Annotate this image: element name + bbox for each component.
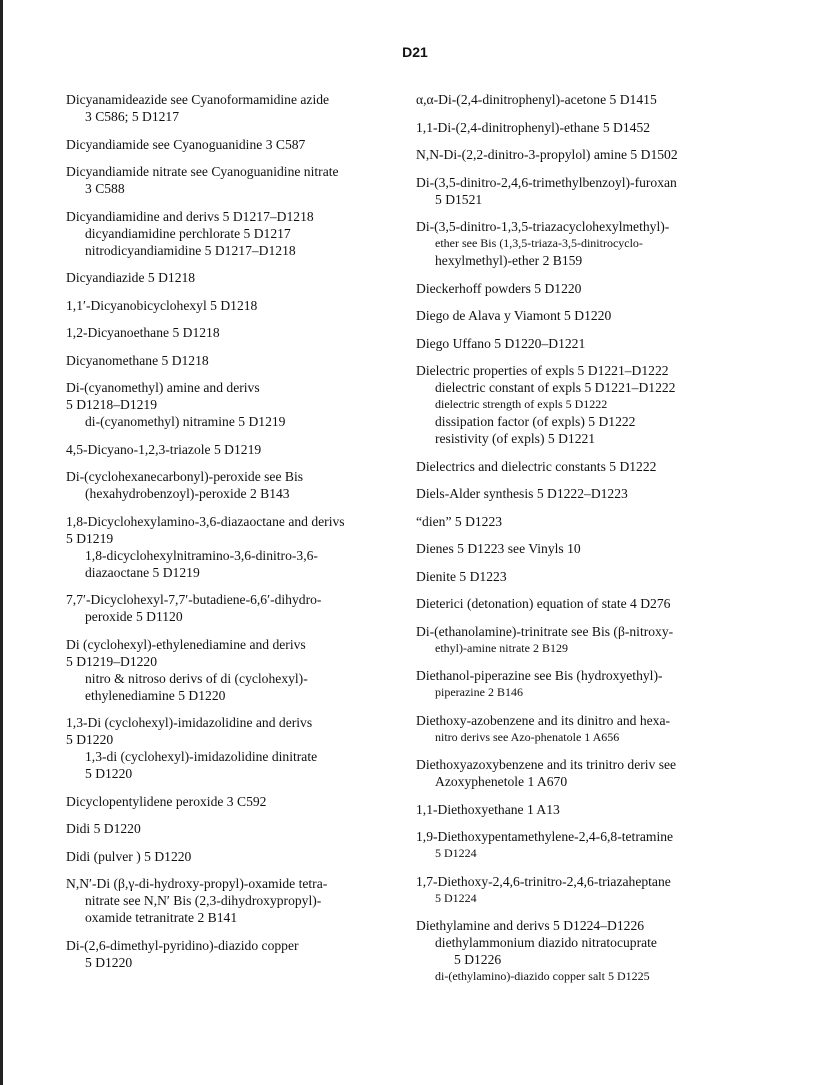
page-header: D21 [402,44,428,60]
index-entry-line: Diethoxyazoxybenzene and its trinitro deriv see [416,757,677,772]
index-entry [66,636,426,704]
index-column-left [66,91,426,981]
index-entry [66,91,426,125]
index-entry-line: 5 D1521 [435,191,483,207]
index-entry-line: 5 D1226 [454,952,502,967]
index-entry-line: 1,8-Dicyclohexylamino-3,6-diazaoctane and derivs [66,513,345,529]
index-entry [416,712,776,746]
index-entry [66,793,426,810]
index-entry [66,468,426,502]
index-entry-line: nitro derivs see Azo-phenatole 1 A656 [435,729,620,744]
index-entry-line: 1,1-Di-(2,4-dinitrophenyl)-ethane 5 D1452 [416,119,651,135]
index-entry-line: ethylenediamine 5 D1220 [85,687,226,703]
index-entry-line: Didi (pulver ) 5 D1220 [66,848,192,864]
index-entry-line: Diego Uffano 5 D1220–D1221 [416,335,586,351]
index-entry-line: N,N-Di-(2,2-dinitro-3-propylol) amine 5 D1502 [416,147,678,162]
index-entry-line: 1,3-Di (cyclohexyl)-imidazolidine and derivs [66,715,313,730]
index-entry-line: nitro & nitroso derivs of di (cyclohexyl)- [85,670,308,686]
index-entry [416,146,776,163]
index-entry-line: Di (cyclohexyl)-ethylenediamine and derivs [66,636,306,652]
index-entry [416,335,776,352]
index-entry-line: ethyl)-amine nitrate 2 B129 [435,640,568,655]
index-entry-line: 3 C586; 5 D1217 [85,109,180,124]
index-entry [416,119,776,136]
index-entry-line: Diethoxy-azobenzene and its dinitro and hexa- [416,712,671,728]
index-entry [66,163,426,197]
index-entry-line: dielectric strength of expls 5 D1222 [435,397,608,411]
index-entry-line: Dicyandiamidine and derivs 5 D1217–D1218 [66,208,314,224]
index-entry-line: oxamide tetranitrate 2 B141 [85,910,238,925]
index-entry [416,513,776,530]
index-entry-line: Dicyandiamide see Cyanoguanidine 3 C587 [66,136,306,152]
index-entry [416,174,776,208]
index-entry [66,848,426,865]
index-entry [416,917,776,985]
index-entry-line: Di-(ethanolamine)-trinitrate see Bis (β-nitroxy- [416,623,674,639]
index-entry [416,623,776,657]
index-entry [66,324,426,341]
index-entry-line: piperazine 2 B146 [435,685,523,699]
index-entry-line: 1,8-dicyclohexylnitramino-3,6-dinitro-3,6- [85,547,318,563]
index-entry-line: 5 D1218–D1219 [66,397,158,412]
index-entry-line: N,N′-Di (β,γ-di-hydroxy-propyl)-oxamide tetra- [66,876,328,891]
index-entry [416,91,776,108]
index-entry-line: Dicyclopentylidene peroxide 3 C592 [66,793,267,809]
index-entry [416,873,776,907]
index-entry-line: Dienes 5 D1223 see Vinyls 10 [416,541,581,556]
index-entry [416,595,776,612]
index-entry-line: Dienite 5 D1223 [416,568,507,584]
index-entry [416,362,776,447]
index-entry-line: Diego de Alava y Viamont 5 D1220 [416,308,612,323]
index-entry [416,307,776,324]
index-entry-line: dielectric constant of expls 5 D1221–D1222 [435,380,676,395]
index-entry-line: Dicyandiazide 5 D1218 [66,270,196,285]
index-entry-line: Azoxyphenetole 1 A670 [435,774,568,789]
index-entry-line: 1,7-Diethoxy-2,4,6-trinitro-2,4,6-triazaheptane [416,873,671,889]
index-entry-line: 5 D1219 [66,530,114,546]
index-entry [66,136,426,153]
index-entry [416,756,776,790]
index-entry-line: “dien” 5 D1223 [416,513,503,529]
index-entry-line: Di-(cyclohexanecarbonyl)-peroxide see Bis [66,469,304,484]
index-entry [416,540,776,557]
index-entry-line: 1,1′-Dicyanobicyclohexyl 5 D1218 [66,297,258,313]
index-entry-line: nitrate see N,N′ Bis (2,3-dihydroxypropyl)- [85,893,322,908]
index-entry [416,218,776,269]
index-entry [66,937,426,971]
index-entry-line: 1,9-Diethoxypentamethylene-2,4-6,8-tetramine [416,829,674,844]
index-entry-line: 1,2-Dicyanoethane 5 D1218 [66,325,220,340]
index-entry [66,352,426,369]
index-column-right [416,91,776,996]
index-entry [416,801,776,818]
index-entry-line: Diethanol-piperazine see Bis (hydroxyethyl)- [416,668,663,683]
index-entry-line: 1,3-di (cyclohexyl)-imidazolidine dinitrate [85,749,318,764]
index-entry-line: 5 D1219–D1220 [66,653,158,669]
index-entry-line: 5 D1224 [435,846,477,860]
index-entry-line: Di-(3,5-dinitro-2,4,6-trimethylbenzoyl)-furoxan [416,174,677,190]
index-entry [416,280,776,297]
index-entry [66,379,426,430]
index-entry [416,828,776,862]
index-entry [66,297,426,314]
index-entry-line: Dielectric properties of expls 5 D1221–D1222 [416,363,669,378]
index-entry-line: hexylmethyl)-ether 2 B159 [435,253,583,268]
index-entry-line: Dicyandiamide nitrate see Cyanoguanidine nitrate [66,164,339,179]
index-entry-line: 5 D1220 [85,954,133,970]
index-entry-line: di-(ethylamino)-diazido copper salt 5 D1225 [435,969,650,983]
index-entry-line: Di-(3,5-dinitro-1,3,5-triazacyclohexylmethyl)- [416,219,670,234]
index-entry-line: 4,5-Dicyano-1,2,3-triazole 5 D1219 [66,441,262,457]
index-entry [416,667,776,701]
index-entry [66,208,426,259]
index-entry-line: Dicyanomethane 5 D1218 [66,352,209,368]
index-entry [416,485,776,502]
index-entry-line: dissipation factor (of expls) 5 D1222 [435,414,636,429]
index-entry-line: nitrodicyandiamidine 5 D1217–D1218 [85,242,296,258]
index-entry [416,568,776,585]
index-entry [66,441,426,458]
index-entry-line: Di-(2,6-dimethyl-pyridino)-diazido copper [66,937,299,953]
index-entry-line: Dicyanamideazide see Cyanoformamidine azide [66,92,330,107]
index-entry-line: Diethylamine and derivs 5 D1224–D1226 [416,918,645,933]
index-entry-line: 1,1-Diethoxyethane 1 A13 [416,801,560,817]
index-entry [66,269,426,286]
index-entry [66,820,426,837]
index-entry [66,591,426,625]
index-entry-line: Didi 5 D1220 [66,821,141,836]
index-entry-line: peroxide 5 D1120 [85,609,183,624]
index-entry-line: 5 D1220 [66,732,114,747]
index-entry-line: 7,7′-Dicyclohexyl-7,7′-butadiene-6,6′-dihydro- [66,592,322,607]
index-entry-line: Di-(cyanomethyl) amine and derivs [66,380,260,395]
index-entry-line: Dielectrics and dielectric constants 5 D1222 [416,458,657,474]
index-entry-line: (hexahydrobenzoyl)-peroxide 2 B143 [85,486,290,501]
index-entry-line: dicyandiamidine perchlorate 5 D1217 [85,225,291,241]
index-entry [416,458,776,475]
index-entry-line: di-(cyanomethyl) nitramine 5 D1219 [85,414,286,429]
index-entry-line: Dieterici (detonation) equation of state 4 D276 [416,596,671,611]
index-entry-line: α,α-Di-(2,4-dinitrophenyl)-acetone 5 D1415 [416,92,657,107]
index-entry-line: Diels-Alder synthesis 5 D1222–D1223 [416,486,628,501]
index-entry-line: ether see Bis (1,3,5-triaza-3,5-dinitrocyclo- [435,236,643,250]
page-left-edge-shadow [0,0,3,1085]
index-entry-line: resistivity (of expls) 5 D1221 [435,431,596,446]
index-entry-line: diethylammonium diazido nitratocuprate [435,935,657,950]
index-entry-line: diazaoctane 5 D1219 [85,564,200,580]
index-entry [66,875,426,926]
index-entry-line: 5 D1224 [435,890,477,905]
index-entry-line: 3 C588 [85,181,125,196]
index-entry-line: 5 D1220 [85,766,133,781]
index-entry [66,714,426,782]
index-entry [66,513,426,581]
index-entry-line: Dieckerhoff powders 5 D1220 [416,280,582,296]
